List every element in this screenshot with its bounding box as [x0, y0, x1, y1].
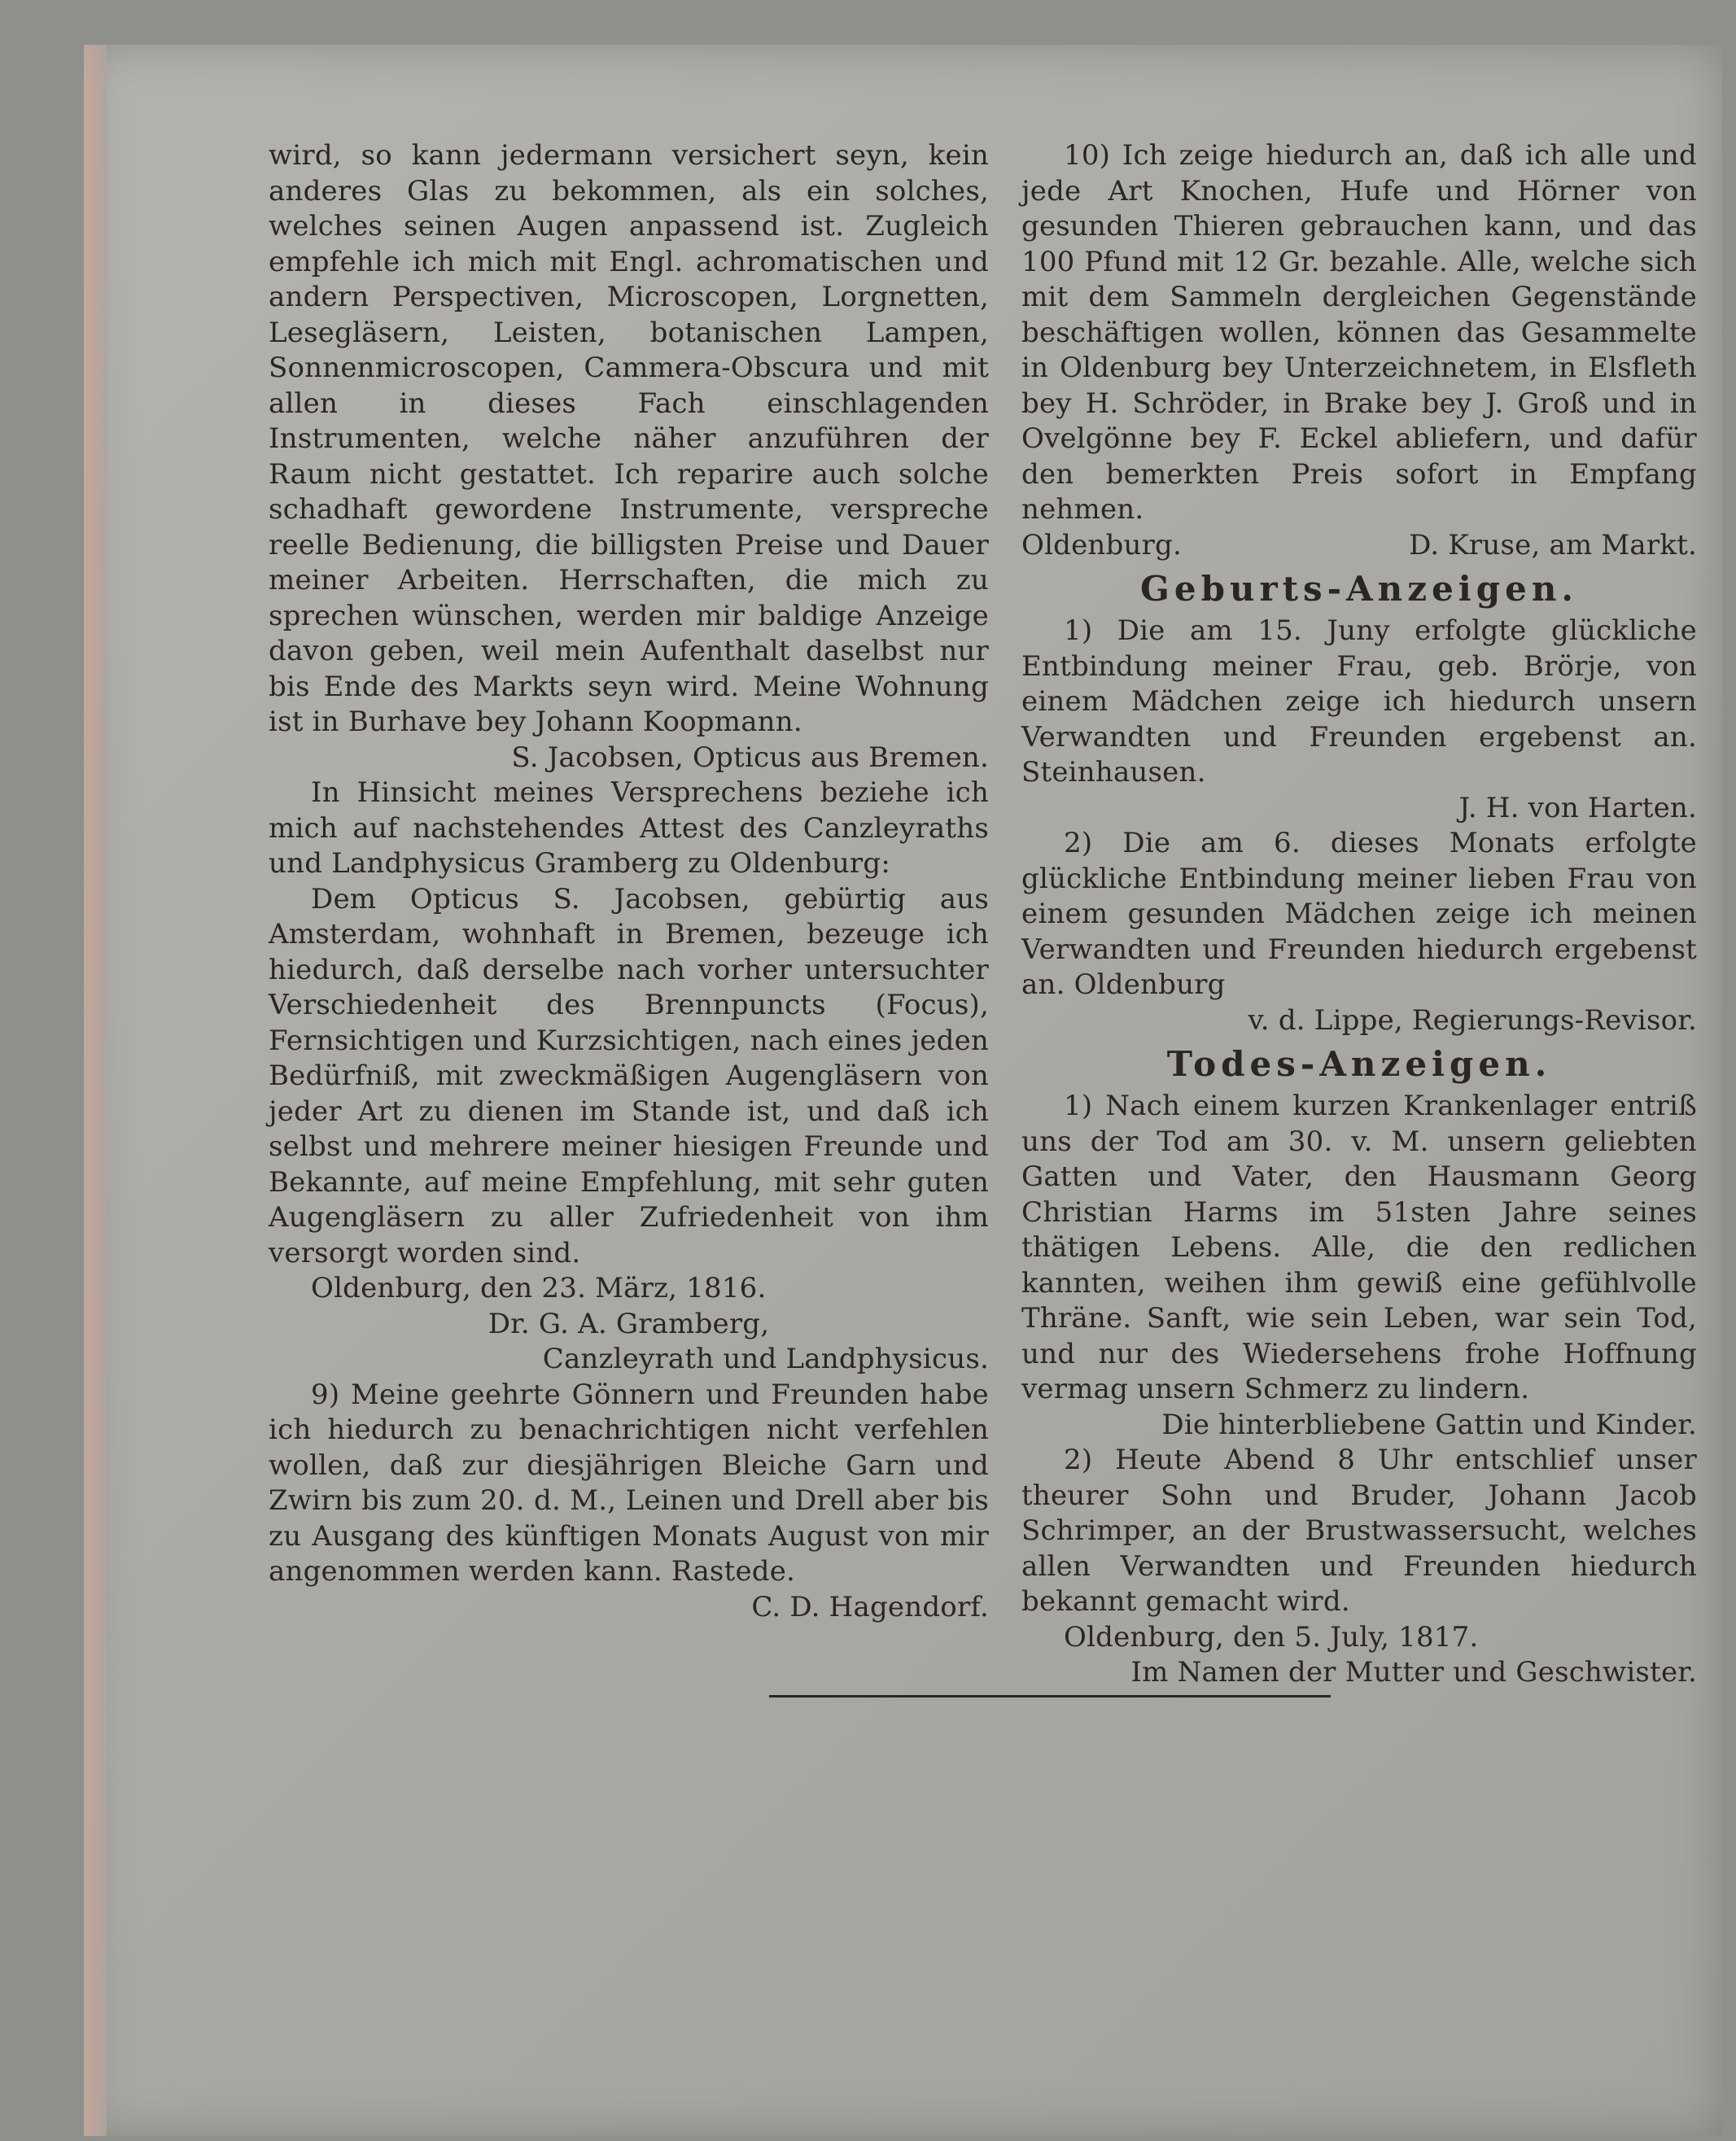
birth-1-signature: J. H. von Harten. [1458, 791, 1697, 824]
ad-10-text: 10) Ich zeige hiedurch an, daß ich alle und jede Art Knochen, Hufe und Hörner von gesunden Thieren gebrauchen kann, und das 100 Pfund mit 12 Gr. bezahle. Alle, welche sich mit dem Sammeln dergleichen Gegenstände beschäftigen wollen, können das Gesammelte in Oldenburg bey Unterzeichnetem, in Elsfleth bey H. Schröder, in Brake bey J. Groß und in Ovelgönne bey F. Eckel abliefern, und dafür den bemerkten Preis sofort in Empfang nehmen. [1021, 139, 1697, 526]
death-2-signature: Im Namen der Mutter und Geschwister. [1130, 1656, 1697, 1689]
birth-1-text: 1) Die am 15. Juny erfolgte glückliche Entbindung meiner Frau, geb. Brörje, von einem Mädchen zeige ich hiedurch unsern Verwandten und Freunden ergebenst an. Steinhausen. [1021, 614, 1697, 789]
ad-9-signature: C. D. Hagendorf. [751, 1590, 989, 1623]
ad-10-signature: D. Kruse, am Markt. [1409, 528, 1697, 561]
death-1-text: 1) Nach einem kurzen Krankenlager entriß uns der Tod am 30. v. M. unsern geliebten Gatten und Vater, den Hausmann Georg Christian Harms im 51sten Jahre seines thätigen Lebens. Alle, die den redlichen kannten, weihen ihm gewiß eine gefühlvolle Thräne. Sanft, wie sein Leben, war sein Tod, und nur des Wiedersehens frohe Hoffnung vermag unsern Schmerz zu lindern. [1021, 1090, 1697, 1405]
birth-2-signature: v. d. Lippe, Regierungs-Revisor. [1248, 1003, 1697, 1037]
attest-signature-title: Canzleyrath und Landphysicus. [542, 1343, 989, 1375]
ad-8-signature: S. Jacobsen, Opticus aus Bremen. [511, 741, 989, 774]
death-1-signature: Die hinterbliebene Gattin und Kinder. [1161, 1408, 1697, 1441]
page-edge [84, 45, 107, 2136]
ad-8-text: wird, so kann jedermann versichert seyn, kein anderes Glas zu bekommen, als ein solches, welches seinen Augen anpassend ist. Zugleich empfehle ich mich mit Engl. achromatischen und andern Perspectiven, Microscopen, Lorgnetten, Lesegläsern, Leisten, botanischen Lampen, Sonnenmicroscopen, Cammera-Obscura und mit allen in dieses Fach einschlagenden Instrumenten, welche näher anzuführen der Raum nicht gestattet. Ich reparire auch solche schadhaft gewordene Instrumente, verspreche reelle Bedienung, die billigsten Preise und Dauer meiner Arbeiten. Herrschaften, die mich zu sprechen wünschen, werden mir baldige Anzeige davon geben, weil mein Aufenthalt daselbst nur bis Ende des Markts seyn wird. Meine Wohnung ist in Burhave bey Johann Koopmann. [269, 139, 989, 738]
section-divider-rule [769, 1695, 1331, 1698]
ad-8-text-continued: In Hinsicht meines Versprechens beziehe ich mich auf nachstehendes Attest des Canzleyraths und Landphysicus Gramberg zu Oldenburg: [269, 776, 989, 880]
attest-date: Oldenburg, den 23. März, 1816. [311, 1272, 767, 1304]
births-heading: Geburts-Anzeigen. [1140, 569, 1578, 609]
ad-10-place: Oldenburg. [1021, 528, 1183, 561]
attest-signature-name: Dr. G. A. Gramberg, [488, 1307, 770, 1340]
attest-text: Dem Opticus S. Jacobsen, gebürtig aus Amsterdam, wohnhaft in Bremen, bezeuge ich hiedurch, daß derselbe nach vorher untersuchter Verschiedenheit des Brennpuncts (Focus), Fernsichtigen und Kurzsichtigen, nach eines jeden Bedürfniß, mit zweckmäßigen Augengläsern von jeder Art zu dienen im Stande ist, und daß ich selbst und mehrere meiner hiesigen Freunde und Bekannte, auf meine Empfehlung, mit sehr guten Augengläsern zu aller Zufriedenheit von ihm versorgt worden sind. [269, 882, 989, 1269]
ad-10-signature-line [1021, 528, 1697, 564]
birth-2-text: 2) Die am 6. dieses Monats erfolgte glückliche Entbindung meiner lieben Frau von einem gesunden Mädchen zeige ich meinen Verwandten und Freunden hiedurch ergebenst an. Oldenburg [1021, 827, 1697, 1001]
right-column [1021, 138, 1697, 1691]
left-column [269, 138, 989, 1625]
death-2-text: 2) Heute Abend 8 Uhr entschlief unser theurer Sohn und Bruder, Johann Jacob Schrimper, an der Brustwassersucht, welches allen Verwandten und Freunden hiedurch bekannt gemacht wird. [1021, 1444, 1697, 1618]
ad-9-text: 9) Meine geehrte Gönnern und Freunden habe ich hiedurch zu benachrichtigen nicht verfehlen wollen, daß zur diesjährigen Bleiche Garn und Zwirn bis zum 20. d. M., Leinen und Drell aber bis zu Ausgang des künftigen Monats August von mir angenommen werden kann. Rastede. [269, 1378, 989, 1588]
death-2-date: Oldenburg, den 5. July, 1817. [1064, 1620, 1479, 1654]
deaths-heading: Todes-Anzeigen. [1166, 1044, 1552, 1084]
